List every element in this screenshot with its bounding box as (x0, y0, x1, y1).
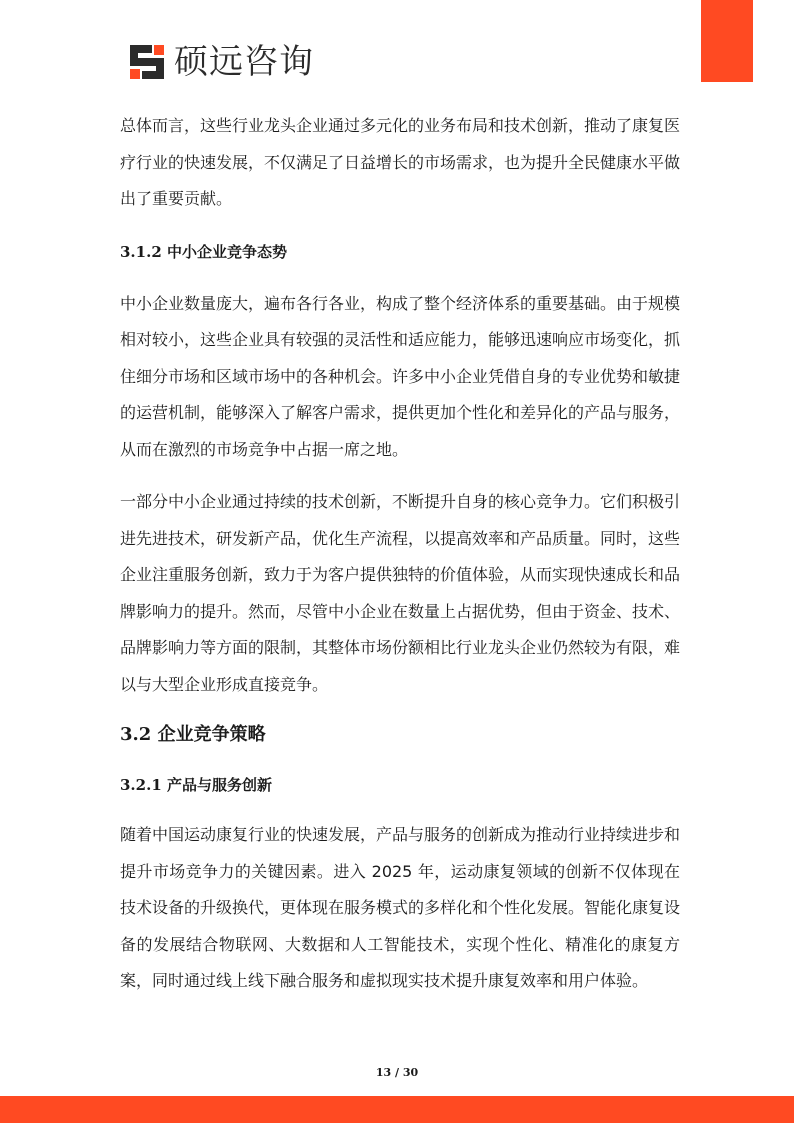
brand-logo (128, 42, 314, 82)
document-body (120, 108, 680, 1000)
section-number: 3.2 (120, 724, 152, 745)
brand-name: 硕远咨询 (174, 42, 314, 82)
footer-accent-bar (0, 1096, 794, 1123)
section-number: 3.1.2 (120, 242, 162, 261)
paragraph-intro: 总体而言，这些行业龙头企业通过多元化的业务布局和技术创新，推动了康复医疗行业的快速发展，不仅满足了日益增长的市场需求，也为提升全民健康水平做出了重要贡献。 (120, 116, 681, 208)
section-number: 3.2.1 (120, 776, 162, 794)
brand-s-mark-icon (128, 43, 166, 81)
paragraph-product-innovation: 随着中国运动康复行业的快速发展，产品与服务的创新成为推动行业持续进步和提升市场竞争力的关键因素。进入 2025 年，运动康复领域的创新不仅体现在技术设备的升级换代，更体现在服务模式的多样化和个性化发展。智能化康复设备的发展结合物联网、大数据和人工智能技术，实现个性化、精准化的康复方案，同时通过线上线下融合服务和虚拟现实技术提升康复效率和用户体验。 (120, 825, 681, 990)
paragraph-sme-overview: 中小企业数量庞大，遍布各行各业，构成了整个经济体系的重要基础。由于规模相对较小，这些企业具有较强的灵活性和适应能力，能够迅速响应市场变化，抓住细分市场和区域市场中的各种机会。许多中小企业凭借自身的专业优势和敏捷的运营机制，能够深入了解客户需求，提供更加个性化和差异化的产品与服务，从而在激烈的市场竞争中占据一席之地。 (120, 293, 681, 459)
section-heading-3-1-2 (120, 240, 680, 264)
section-title: 产品与服务创新 (167, 776, 273, 794)
section-title: 中小企业竞争态势 (167, 242, 288, 261)
section-heading-3-2-1 (120, 773, 680, 797)
header-accent-block (701, 0, 753, 82)
section-heading-3-2 (120, 721, 680, 749)
section-title: 企业竞争策略 (157, 724, 266, 745)
paragraph-sme-innovation: 一部分中小企业通过持续的技术创新，不断提升自身的核心竞争力。它们积极引进先进技术，研发新产品，优化生产流程，以提高效率和产品质量。同时，这些企业注重服务创新，致力于为客户提供独特的价值体验，从而实现快速成长和品牌影响力的提升。然而，尽管中小企业在数量上占据优势，但由于资金、技术、品牌影响力等方面的限制，其整体市场份额相比行业龙头企业仍然较为有限，难以与大型企业形成直接竞争。 (120, 492, 681, 694)
page-number: 13 / 30 (375, 1066, 419, 1079)
